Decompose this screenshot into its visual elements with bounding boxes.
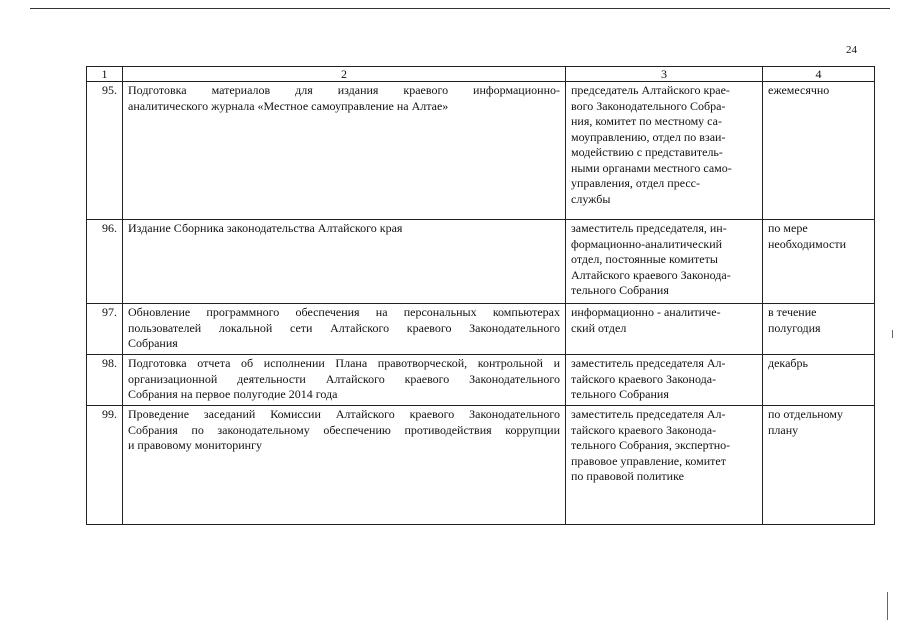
responsible-party (566, 82, 763, 220)
table-row (87, 220, 875, 304)
row-number: 95. (87, 82, 123, 220)
responsible-party (566, 355, 763, 406)
deadline-line: по мере (768, 221, 808, 235)
responsible-line: модействию с представитель- (571, 145, 723, 159)
description-line: Подготовка материалов для издания краевого информационно- (128, 83, 560, 97)
responsible-line: тельного Собрания (571, 387, 669, 401)
page-number: 24 (846, 44, 857, 56)
row-number: 99. (87, 406, 123, 525)
deadline-line: полугодия (768, 320, 821, 335)
description-line: Обновление программного обеспечения на персональных компьютерах (128, 305, 560, 319)
deadline-line: декабрь (768, 356, 808, 370)
responsible-line: ский отдел (571, 320, 627, 335)
responsible-line: заместитель председателя Ал- (571, 407, 726, 421)
responsible-line: службы (571, 191, 611, 206)
responsible-line: ными органами местного само- (571, 160, 732, 175)
column-header-4: 4 (763, 67, 875, 82)
description-line: Издание Сборника законодательства Алтайского края (128, 221, 403, 235)
responsible-line: тельного Собрания, экспертно- (571, 438, 731, 452)
description-line: Собрания на первое полугодие 2014 года (128, 387, 338, 401)
task-description (123, 220, 566, 304)
responsible-line: моуправлению, отдел по взаи- (571, 129, 726, 144)
description-line: Собрания по законодательному обеспечению противодействия коррупции (128, 422, 560, 437)
table-row (87, 304, 875, 355)
deadline-line: по отдельному (768, 407, 844, 421)
margin-mark (887, 592, 888, 620)
plan-table (86, 66, 875, 525)
responsible-line: вого Законодательного Собра- (571, 98, 726, 113)
responsible-party (566, 406, 763, 525)
task-description (123, 355, 566, 406)
responsible-party (566, 220, 763, 304)
description-line: и правовому мониторингу (128, 438, 262, 452)
deadline (763, 82, 875, 220)
table-row (87, 82, 875, 220)
row-number: 96. (87, 220, 123, 304)
deadline-line: плану (768, 422, 799, 437)
row-number: 98. (87, 355, 123, 406)
column-header-1: 1 (87, 67, 123, 82)
task-description (123, 406, 566, 525)
responsible-party (566, 304, 763, 355)
description-line: пользователей локальной сети Алтайского краевого Законодательного (128, 320, 560, 335)
responsible-line: ния, комитет по местному са- (571, 114, 722, 128)
responsible-line: заместитель председателя Ал- (571, 356, 726, 370)
deadline-line: ежемесячно (768, 83, 830, 97)
responsible-line: заместитель председателя, ин- (571, 221, 727, 235)
responsible-line: председатель Алтайского крае- (571, 83, 730, 97)
column-header-3: 3 (566, 67, 763, 82)
deadline (763, 355, 875, 406)
row-number: 97. (87, 304, 123, 355)
deadline (763, 406, 875, 525)
responsible-line: Алтайского краевого Законода- (571, 267, 731, 282)
task-description (123, 304, 566, 355)
description-line: Проведение заседаний Комиссии Алтайского краевого Законодательного (128, 407, 560, 421)
description-line: Подготовка отчета об исполнении Плана правотворческой, контрольной и (128, 356, 560, 370)
task-description (123, 82, 566, 220)
description-line: аналитического журнала «Местное самоуправление на Алтае» (128, 98, 449, 113)
description-line: организационной деятельности Алтайского краевого Законодательного (128, 371, 560, 386)
margin-mark (892, 330, 893, 338)
responsible-line: формационно-аналитический (571, 236, 723, 251)
table-header-row (87, 67, 875, 82)
column-header-2: 2 (123, 67, 566, 82)
table-row (87, 406, 875, 525)
responsible-line: тайского краевого Законода- (571, 371, 717, 386)
top-border-line (30, 8, 890, 9)
responsible-line: правовое управление, комитет (571, 453, 726, 468)
deadline (763, 304, 875, 355)
responsible-line: отдел, постоянные комитеты (571, 252, 718, 266)
table-row (87, 355, 875, 406)
responsible-line: тайского краевого Законода- (571, 422, 717, 437)
responsible-line: информационно - аналитиче- (571, 305, 721, 319)
deadline-line: в течение (768, 305, 817, 319)
responsible-line: по правовой политике (571, 469, 684, 483)
deadline (763, 220, 875, 304)
responsible-line: тельного Собрания (571, 283, 669, 297)
deadline-line: необходимости (768, 236, 847, 251)
description-line: Собрания (128, 336, 178, 350)
responsible-line: управления, отдел пресс- (571, 176, 700, 190)
